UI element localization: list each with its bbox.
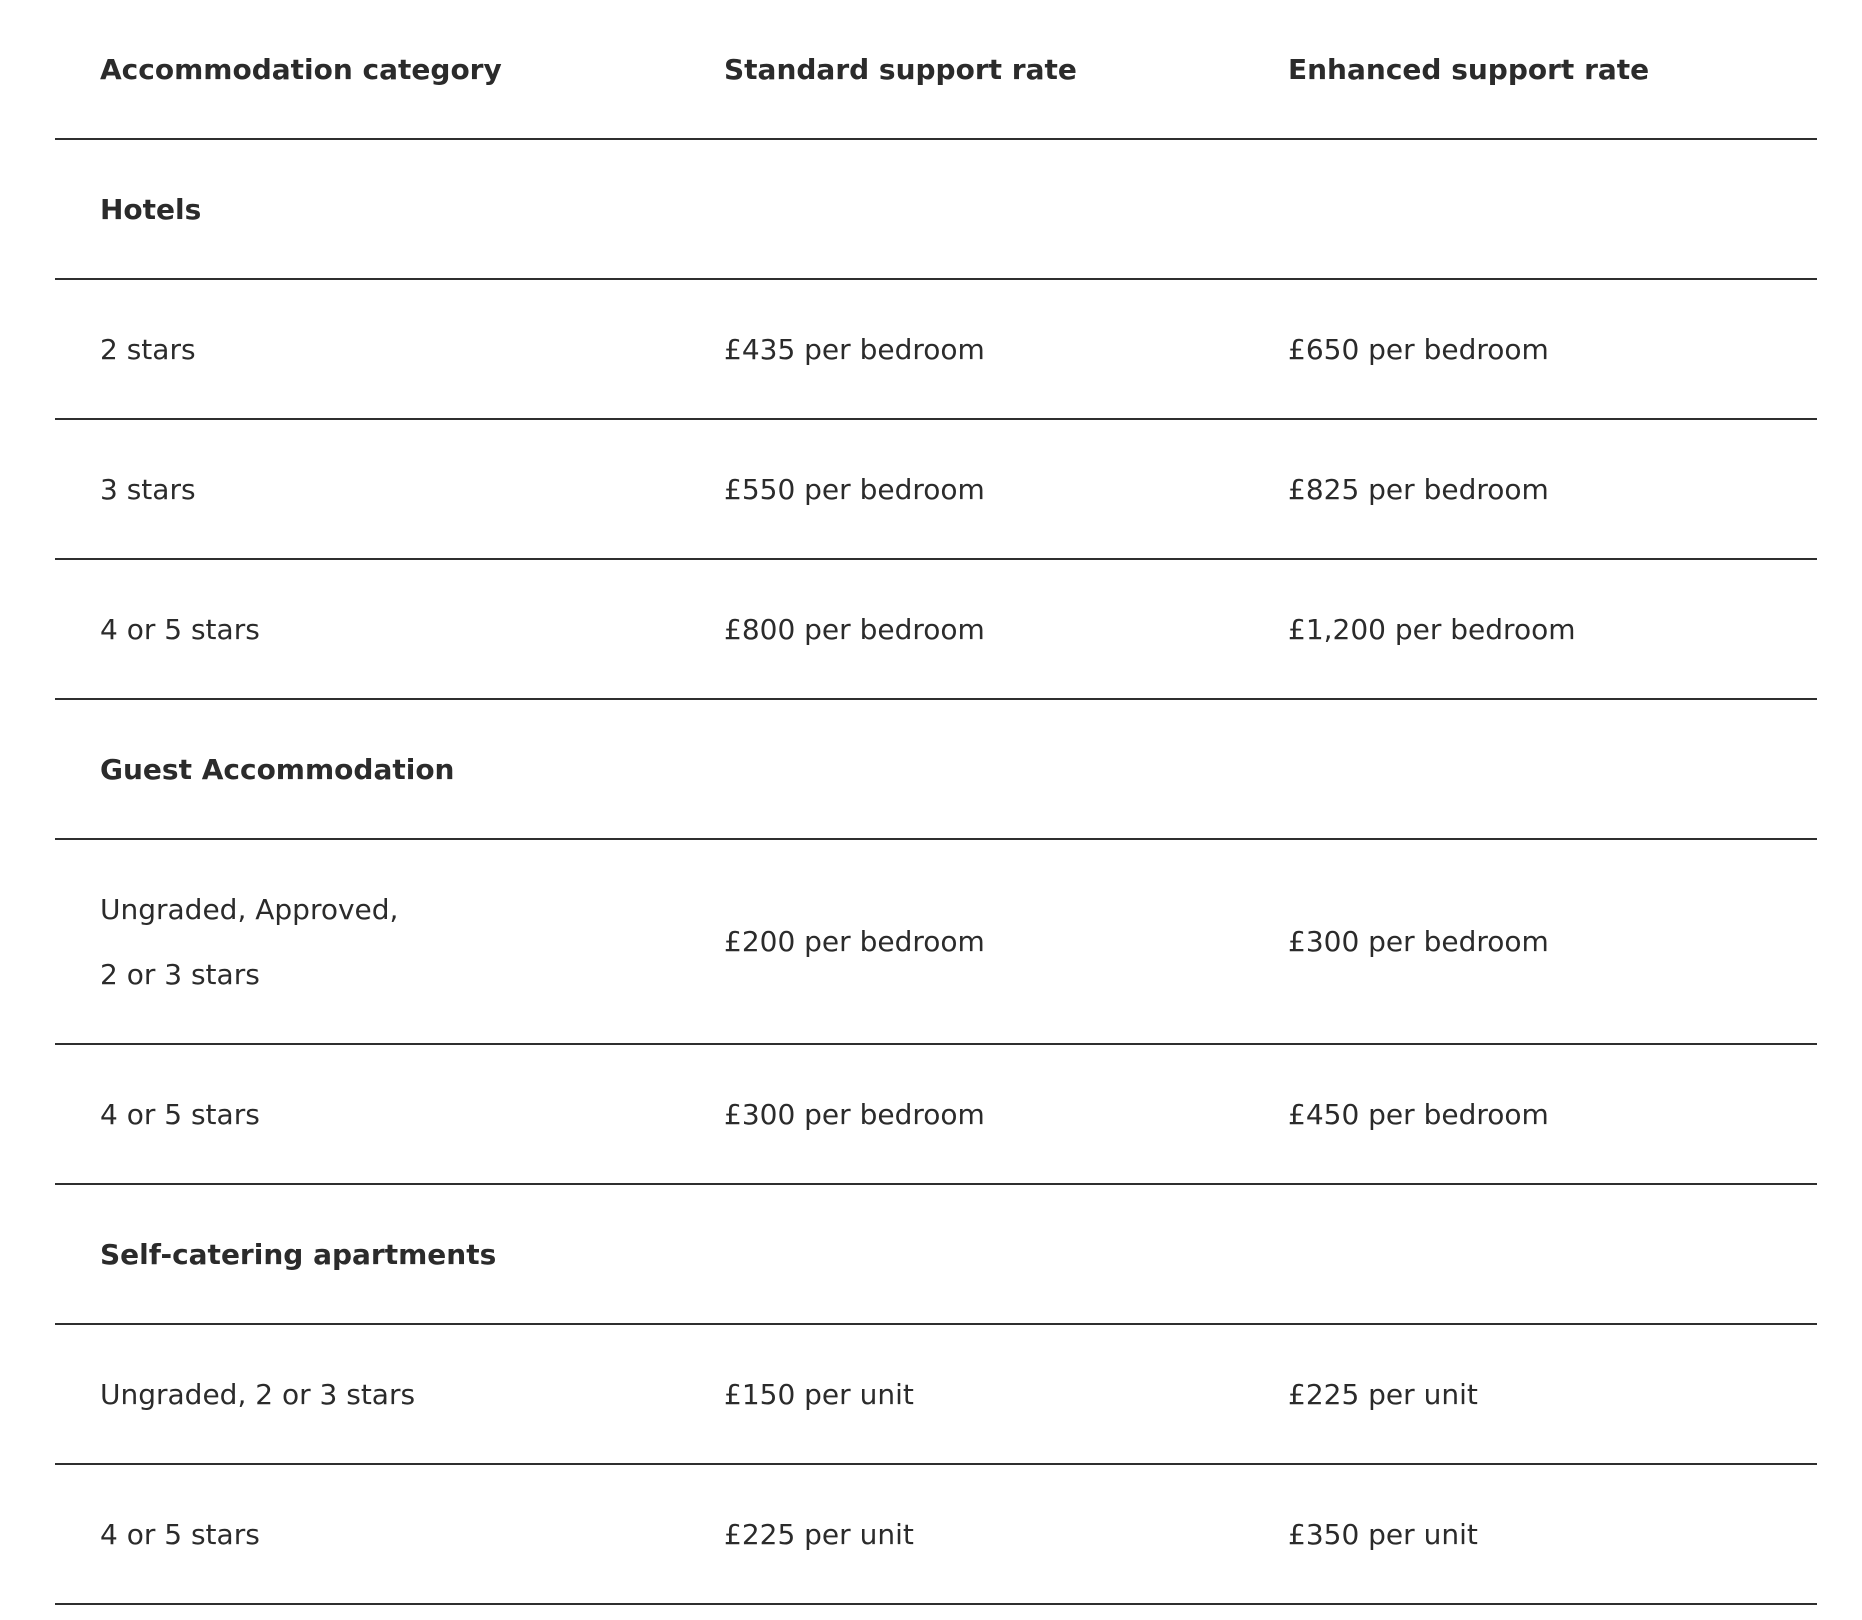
enhanced-rate-cell: £300 per bedroom [1288, 925, 1549, 958]
table-row [55, 280, 1817, 420]
category-text: Ungraded, 2 or 3 stars [100, 1377, 416, 1411]
header-standard-support-rate: Standard support rate [724, 52, 1077, 86]
support-rates-table [55, 0, 1817, 1605]
standard-rate-cell: £435 per bedroom [724, 332, 985, 366]
enhanced-rate-cell: £1,200 per bedroom [1288, 612, 1576, 646]
enhanced-rate-cell: £350 per unit [1288, 1517, 1478, 1551]
table-row [55, 840, 1817, 1045]
standard-rate-cell: £225 per unit [724, 1517, 914, 1551]
category-cell [55, 1082, 679, 1147]
enhanced-rate-cell: £650 per bedroom [1288, 332, 1549, 366]
table-header-row [55, 0, 1817, 140]
section-title: Hotels [100, 192, 202, 226]
section-title: Guest Accommodation [100, 752, 455, 786]
table-row [55, 1045, 1817, 1185]
standard-rate-cell: £200 per bedroom [724, 925, 985, 958]
enhanced-rate-cell: £825 per bedroom [1288, 472, 1549, 506]
category-cell [55, 457, 679, 522]
header-enhanced-support-rate: Enhanced support rate [1288, 52, 1650, 86]
section-row-guest-accommodation [55, 700, 1817, 840]
section-row-self-catering-apartments [55, 1185, 1817, 1325]
standard-rate-cell: £300 per bedroom [724, 1097, 985, 1131]
category-text: 4 or 5 stars [100, 612, 260, 646]
category-text-line-1: Ungraded, Approved, [100, 892, 399, 926]
section-row-hotels [55, 140, 1817, 280]
table-row [55, 420, 1817, 560]
standard-rate-cell: £150 per unit [724, 1377, 914, 1411]
category-cell [55, 317, 679, 382]
category-text: 4 or 5 stars [100, 1517, 260, 1551]
standard-rate-cell: £550 per bedroom [724, 472, 985, 506]
enhanced-rate-cell: £225 per unit [1288, 1377, 1478, 1411]
category-text: 2 stars [100, 332, 196, 366]
category-text: 3 stars [100, 472, 196, 506]
category-text-line-2: 2 or 3 stars [100, 957, 260, 991]
table-row [55, 1325, 1817, 1465]
section-title: Self-catering apartments [100, 1237, 497, 1271]
category-cell [55, 1502, 679, 1567]
table-row [55, 1465, 1817, 1605]
category-cell [55, 1362, 679, 1427]
category-cell [55, 597, 679, 662]
header-accommodation-category: Accommodation category [100, 52, 502, 86]
standard-rate-cell: £800 per bedroom [724, 612, 985, 646]
table-row [55, 560, 1817, 700]
enhanced-rate-cell: £450 per bedroom [1288, 1097, 1549, 1131]
category-cell [55, 877, 679, 1007]
category-text: 4 or 5 stars [100, 1097, 260, 1131]
